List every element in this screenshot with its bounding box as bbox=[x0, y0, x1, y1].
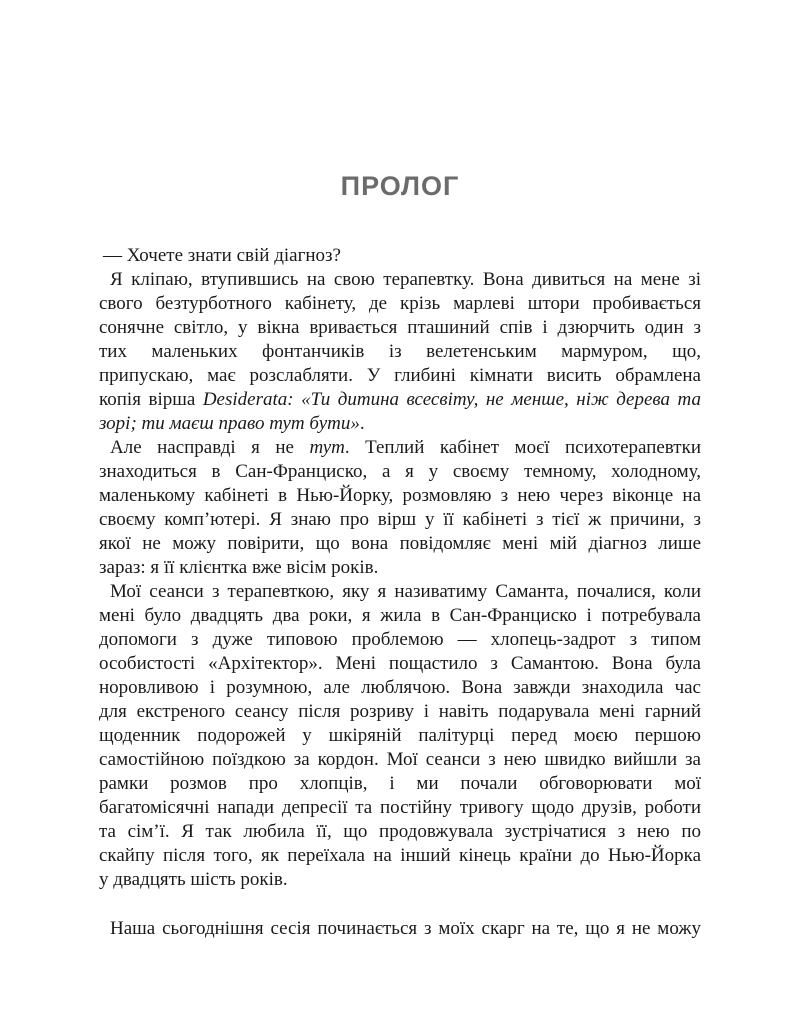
italic-text: зорі; ти маєш право тут бути» bbox=[99, 413, 360, 434]
text: рамки розмов про хлопців, і ми почали обговорювати мої bbox=[99, 773, 701, 794]
text-line bbox=[99, 436, 701, 460]
text: Я кліпаю, втупившись на свою терапевтку. Вона дивиться на мене зі bbox=[110, 269, 701, 290]
text: . Теплий кабінет моєї психотерапевтки bbox=[344, 437, 701, 458]
text: для екстреного сеансу після розриву і навіть подарувала мені гарний bbox=[99, 701, 701, 722]
text-line bbox=[99, 868, 701, 892]
text: маленькому кабінеті в Нью-Йорку, розмовляю з нею через віконце на bbox=[99, 485, 701, 506]
text-line bbox=[99, 628, 701, 652]
text: тих маленьких фонтанчиків із велетенським мармуром, що, bbox=[99, 341, 701, 362]
text: багатомісячні напади депресії та постійну тривогу щодо друзів, роботи bbox=[99, 797, 701, 818]
text: знаходиться в Сан-Франциско, а я у своєму темному, холодному, bbox=[99, 461, 701, 482]
text: у двадцять шість років. bbox=[99, 869, 288, 890]
text-line bbox=[99, 508, 701, 532]
text-line bbox=[99, 700, 701, 724]
text: мені було двадцять два роки, я жила в Сан-Франциско і потребувала bbox=[99, 605, 701, 626]
text-line bbox=[99, 844, 701, 868]
text-line bbox=[99, 820, 701, 844]
chapter-title: ПРОЛОГ bbox=[340, 171, 460, 201]
text-line bbox=[99, 268, 701, 292]
italic-text: Desiderata: «Ти дитина всесвіту, не менше, ніж дерева та bbox=[202, 389, 701, 410]
text: Мої сеанси з терапевткою, яку я називатиму Саманта, почалися, коли bbox=[110, 581, 701, 602]
text: — Хочете знати свій діагноз? bbox=[103, 245, 341, 266]
text-line bbox=[99, 604, 701, 628]
text: копія вірша bbox=[99, 389, 203, 410]
text: Але насправді я не bbox=[110, 437, 310, 458]
text: допомоги з дуже типовою проблемою — хлопець-задрот з типом bbox=[99, 629, 701, 650]
text-line bbox=[99, 580, 701, 604]
text-line bbox=[99, 796, 701, 820]
text-line bbox=[99, 748, 701, 772]
paragraph bbox=[99, 917, 701, 941]
text-line bbox=[99, 724, 701, 748]
text: скайпу після того, як переїхала на інший кінець країни до Нью-Йорка bbox=[99, 845, 701, 866]
text-line bbox=[99, 772, 701, 796]
text: самостійною поїздкою за кордон. Мої сеанси з нею швидко вийшли за bbox=[99, 749, 701, 770]
text: та сім’ї. Я так любила її, що продовжувала зустрічатися з нею по bbox=[99, 821, 701, 842]
text-line bbox=[99, 460, 701, 484]
page-body bbox=[99, 244, 701, 941]
text: щоденник подорожей у шкіряній палітурці перед моєю першою bbox=[99, 725, 701, 746]
paragraph bbox=[99, 436, 701, 580]
text: норовливою і розумною, але люблячою. Вона завжди знаходила час bbox=[99, 677, 701, 698]
text-line bbox=[99, 917, 701, 941]
text: особистості «Архітектор». Мені пощастило з Самантою. Вона була bbox=[99, 653, 701, 674]
paragraph bbox=[99, 268, 701, 436]
text: . bbox=[359, 413, 365, 434]
text: якої не можу повірити, що вона повідомляє мені мій діагноз лише bbox=[99, 533, 701, 554]
text-line bbox=[99, 556, 701, 580]
paragraph bbox=[99, 580, 701, 892]
text-line bbox=[99, 244, 701, 268]
text: припускаю, має розслабляти. У глибині кімнати висить обрамлена bbox=[99, 365, 701, 386]
text-line bbox=[99, 316, 701, 340]
text: своєму комп’ютері. Я знаю про вірш у її кабінеті з тієї ж причини, з bbox=[99, 509, 701, 530]
text: Наша сьогоднішня сесія починається з моїх скарг на те, що я не можу bbox=[110, 918, 701, 939]
text-line bbox=[99, 364, 701, 388]
text-line bbox=[99, 484, 701, 508]
text-line bbox=[99, 676, 701, 700]
dialogue-paragraph bbox=[99, 244, 701, 268]
text: сонячне світло, у вікна вривається пташиний спів і дзюрчить один з bbox=[99, 317, 701, 338]
italic-text: тут bbox=[309, 437, 345, 458]
text-line bbox=[99, 340, 701, 364]
text-line bbox=[99, 292, 701, 316]
text: зараз: я її клієнтка вже вісім років. bbox=[99, 557, 379, 578]
text-line bbox=[99, 652, 701, 676]
text-line bbox=[99, 388, 701, 412]
text-line bbox=[99, 412, 701, 436]
text-line bbox=[99, 532, 701, 556]
text: свого безтурботного кабінету, де крізь марлеві штори пробивається bbox=[99, 293, 701, 314]
